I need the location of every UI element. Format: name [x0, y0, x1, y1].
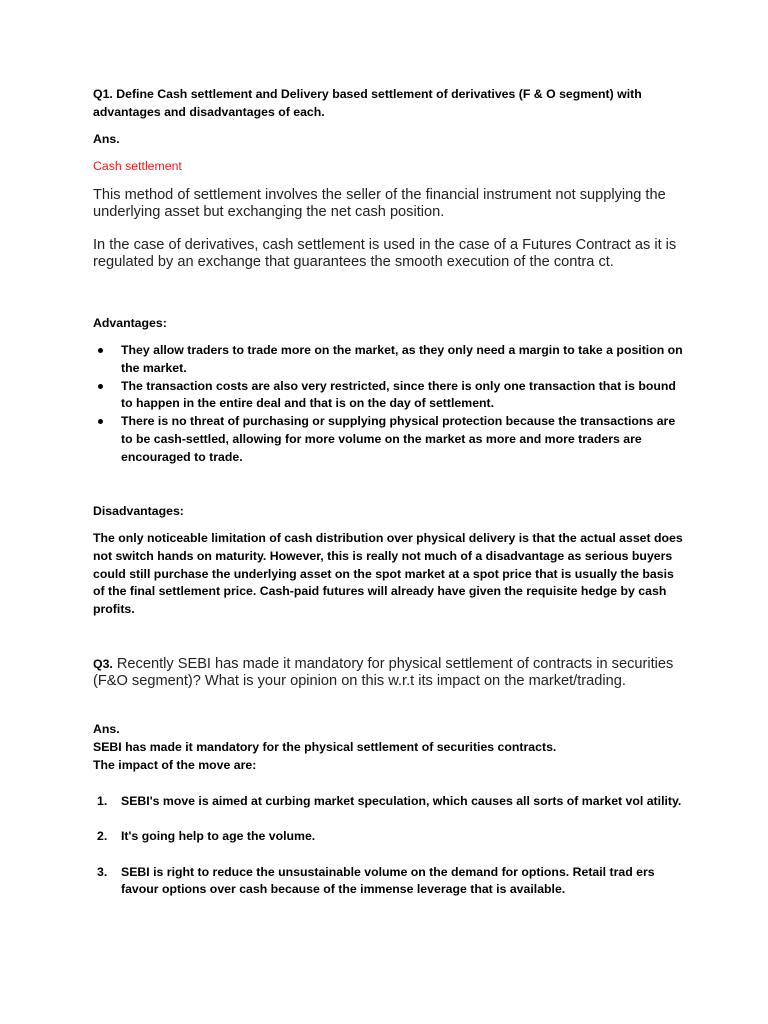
- bullet-icon: [98, 419, 103, 424]
- cash-settlement-heading: Cash settlement: [93, 159, 182, 173]
- q3-ans-label: Ans.: [93, 722, 120, 736]
- list-item: There is no threat of purchasing or supplying physical protection because the transactions are to be cash-settled, allowing for more volume on the market as more and more traders are encouraged to trade.: [93, 413, 683, 466]
- q3-line-2: The impact of the move are:: [93, 758, 257, 772]
- q3-prefix: Q3.: [93, 657, 113, 671]
- disadvantages-paragraph: The only noticeable limitation of cash distribution over physical delivery is that the actual asset does not switch hands on maturity. However, this is really not much of a disadvantage as serious buyers could still purchase the underlying asset on the spot market at a spot price that is usually the basis of the final settlement price. Cash-paid futures will already have given the requisite hedge by cash profits.: [93, 531, 683, 617]
- q1-ans-label: Ans.: [93, 132, 120, 146]
- list-item: The transaction costs are also very restricted, since there is only one transaction that is bound to happen in the entire deal and that is on the day of settlement.: [93, 378, 683, 414]
- impact-list: [93, 793, 683, 917]
- list-item: 2. It's going help to age the volume.: [97, 829, 316, 844]
- list-item: They allow traders to trade more on the market, as they only need a margin to take a position on the market.: [93, 342, 683, 378]
- cash-settlement-paragraph-1: This method of settlement involves the seller of the financial instrument not supplying the underlying asset but exchanging the net cash position.: [93, 187, 666, 220]
- list-item: 1. SEBI's move is aimed at curbing market speculation, which causes all sorts of market vol atility.: [97, 794, 682, 808]
- disadvantages-heading: Disadvantages:: [93, 504, 184, 518]
- cash-settlement-paragraph-2: In the case of derivatives, cash settlement is used in the case of a Futures Contract as it is regulated by an exchange that guarantees the smooth execution of the contra ct.: [93, 237, 677, 270]
- bullet-icon: [98, 348, 103, 353]
- advantages-list: [93, 342, 683, 467]
- q3-line-1: SEBI has made it mandatory for the physical settlement of securities contracts.: [93, 740, 557, 754]
- bullet-icon: [98, 384, 103, 389]
- advantages-heading: Advantages:: [93, 316, 167, 330]
- list-item: 3. SEBI is right to reduce the unsustainable volume on the demand for options. Retail trad ers favour options over cash because of the immense leverage that is available.: [97, 864, 655, 897]
- q3-question: Q3. Recently SEBI has made it mandatory for physical settlement of contracts in securities (F&O segment)? What is your opinion on this w.r.t its impact on the market/trading.: [93, 656, 674, 689]
- q1-question: Q1. Define Cash settlement and Delivery based settlement of derivatives (F & O segment) with advantages and disadvantages of each.: [93, 87, 642, 119]
